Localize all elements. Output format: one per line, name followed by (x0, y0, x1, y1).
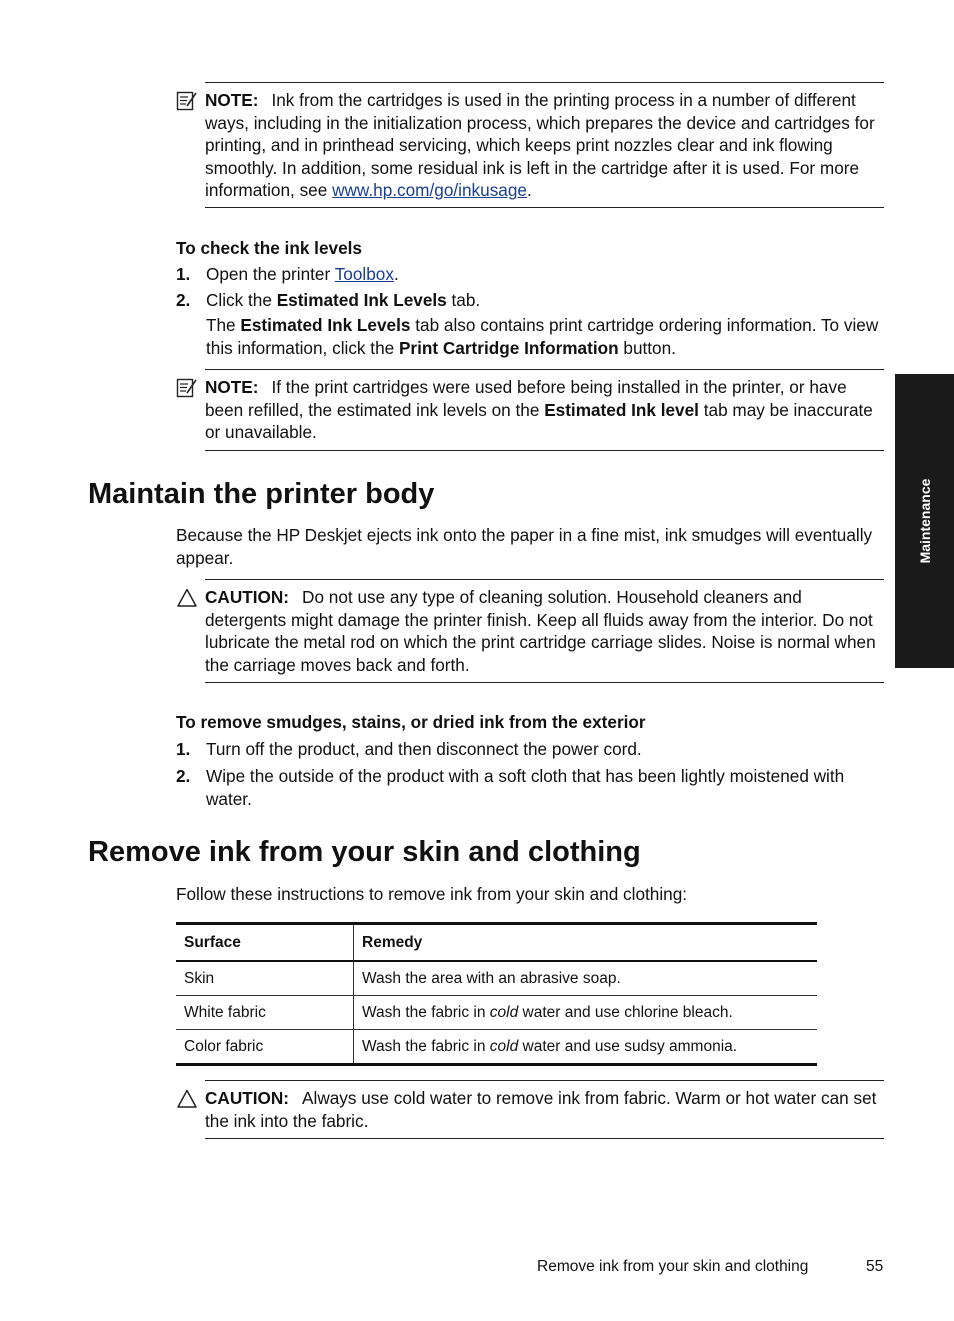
remedy-table (176, 922, 817, 1066)
remedy-cell (354, 1030, 818, 1065)
step-bold: Estimated Ink Levels (276, 290, 447, 310)
note-body (205, 376, 884, 444)
note-top-rule (205, 82, 884, 83)
remove-ink-title: Remove ink from your skin and clothing (88, 836, 641, 868)
step-end: . (393, 264, 399, 284)
toolbox-link[interactable]: Toolbox (334, 264, 394, 284)
detail-text: The (206, 315, 236, 335)
remedy-cell (354, 996, 818, 1030)
remedy-emphasis: cold (489, 1037, 519, 1055)
remedy-text: Wash the area with an abrasive soap. (362, 969, 621, 987)
caution-text: Always use cold water to remove ink from fabric. Warm or hot water can set the ink into the fabric. (205, 1088, 877, 1131)
inkusage-link[interactable]: www.hp.com/go/inkusage (332, 180, 527, 200)
note-bold: Estimated Ink level (544, 399, 699, 420)
detail-bold: Print Cartridge Information (398, 337, 619, 358)
remedy-emphasis: cold (489, 1003, 519, 1021)
table-row (176, 1030, 817, 1065)
surface-cell: Skin (176, 961, 354, 996)
surface-cell: Color fabric (176, 1030, 354, 1065)
step-text: Open the printer (206, 264, 331, 284)
remedy-text: water and use chlorine bleach. (522, 1003, 733, 1021)
caution-top-rule (205, 1080, 884, 1081)
step-number: 1. (176, 739, 191, 759)
section-side-tab (895, 374, 954, 668)
caution-cold-water (176, 1080, 884, 1139)
remove-ink-intro: Follow these instructions to remove ink from your skin and clothing: (176, 884, 688, 904)
note-ink-usage (176, 82, 884, 208)
note-icon (176, 377, 198, 399)
remedy-text: water and use sudsy ammonia. (522, 1037, 738, 1055)
note-top-rule (205, 369, 884, 370)
caution-label: CAUTION: (205, 1088, 290, 1108)
note-text: If the print cartridges were used before being installed in the printer, or have been refilled, the estimated ink levels on the (205, 377, 847, 420)
caution-triangle-icon (176, 1088, 198, 1110)
remove-smudges-heading: To remove smudges, stains, or dried ink from the exterior (176, 712, 646, 732)
remedy-text: Wash the fabric in (362, 1003, 486, 1021)
table-row (176, 961, 817, 996)
caution-bottom-rule (205, 1138, 884, 1139)
caution-label: CAUTION: (205, 587, 290, 607)
caution-top-rule (205, 579, 884, 580)
caution-cleaning (176, 579, 884, 683)
caution-body (205, 1087, 884, 1132)
note-label: NOTE: (205, 377, 259, 397)
detail-text: button. (623, 337, 676, 358)
step-text: Click the (206, 290, 272, 310)
step-number: 2. (176, 766, 191, 786)
footer-page-number: 55 (866, 1258, 884, 1275)
maintain-title: Maintain the printer body (88, 478, 435, 510)
table-row (176, 996, 817, 1030)
note-text: tab may be inaccurate or unavailable. (205, 399, 873, 442)
note-icon (176, 90, 198, 112)
caution-triangle-icon (176, 587, 198, 609)
step-text: Turn off the product, and then disconnect the power cord. (206, 739, 642, 759)
remedy-text: Wash the fabric in (362, 1037, 486, 1055)
remedy-cell (354, 961, 818, 996)
detail-text: tab also contains print cartridge ordering information. To view this information, click the (206, 315, 879, 358)
maintain-intro: Because the HP Deskjet ejects ink onto the paper in a fine mist, ink smudges will eventually appear. (176, 525, 873, 568)
caution-body (205, 586, 884, 676)
note-estimated-levels (176, 369, 884, 451)
check-ink-heading: To check the ink levels (176, 238, 362, 258)
header-remedy: Remedy (354, 924, 818, 962)
step-number: 1. (176, 264, 191, 284)
note-bottom-rule (205, 207, 884, 208)
note-body (205, 89, 884, 202)
step-text: Wipe the outside of the product with a soft cloth that has been lightly moistened with water. (206, 766, 845, 809)
header-surface: Surface (176, 924, 354, 962)
note-label: NOTE: (205, 90, 259, 110)
caution-bottom-rule (205, 682, 884, 683)
table-header-row (176, 924, 817, 962)
step-end: tab. (451, 290, 481, 310)
note-text: Ink from the cartridges is used in the printing process in a number of different ways, including in the initialization process, which prepares the device and cartridges for printing, and in printhead servicing, which keeps print nozzles clear and ink flowing smoothly. In addition, some residual ink is left in the cartridge after it is used. For more information, see (205, 90, 875, 200)
surface-cell: White fabric (176, 996, 354, 1030)
side-tab-label: Maintenance (916, 478, 933, 564)
step-number: 2. (176, 290, 191, 310)
detail-bold: Estimated Ink Levels (240, 315, 411, 335)
footer-section-title: Remove ink from your skin and clothing (537, 1258, 809, 1275)
caution-text: Do not use any type of cleaning solution. Household cleaners and detergents might damage the printer finish. Keep all fluids away from the interior. Do not lubricate the metal rod on which the print cartridge carriage slides. Noise is normal when the carriage moves back and forth. (205, 587, 876, 675)
note-bottom-rule (205, 450, 884, 451)
note-end: . (526, 180, 532, 200)
